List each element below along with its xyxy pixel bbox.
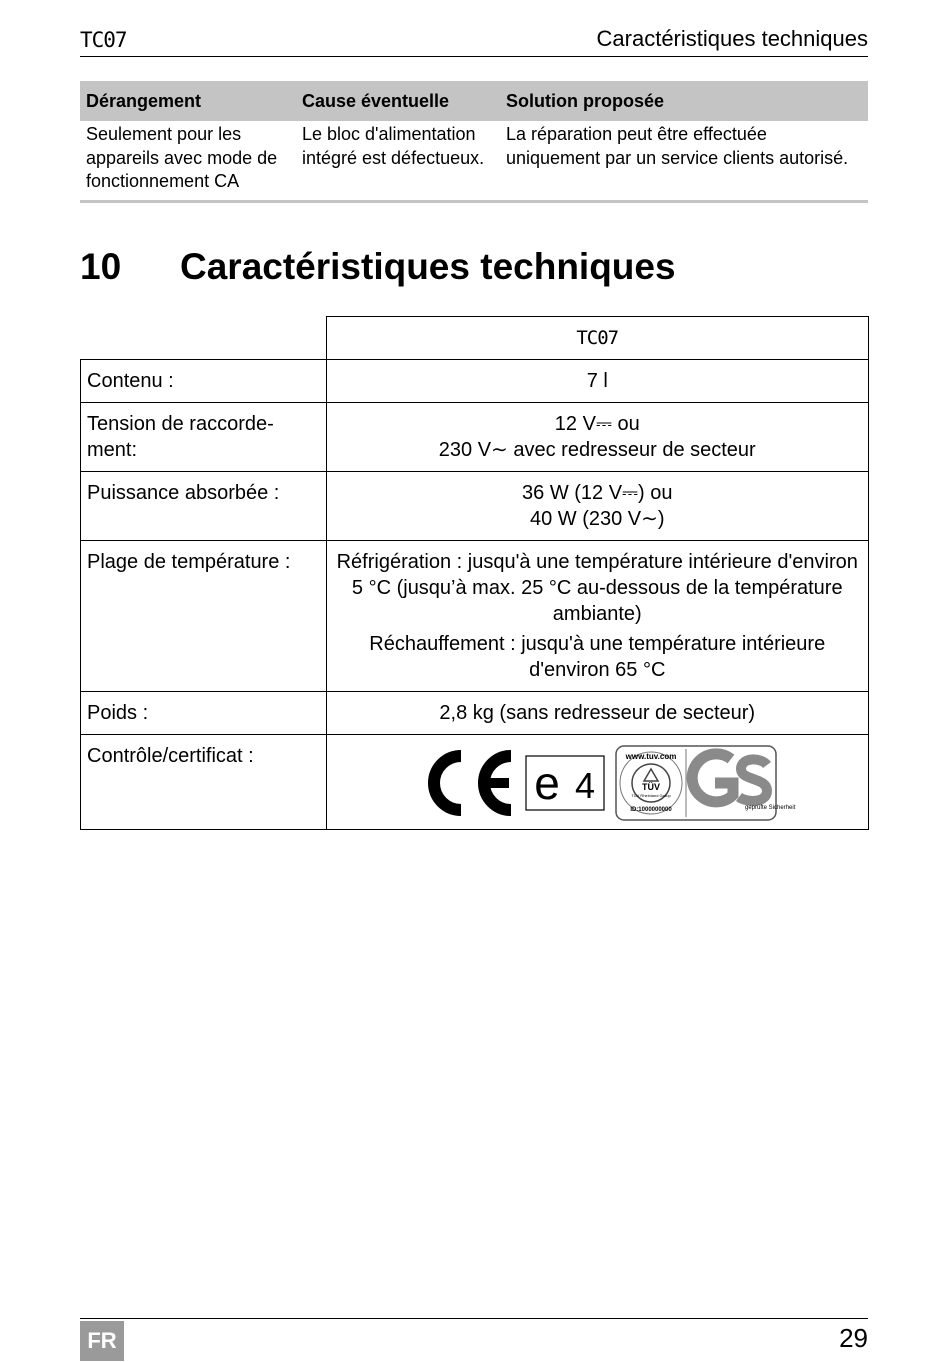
gs-text: geprüfte Sicherheit [745,805,796,811]
spec-value [326,541,869,692]
spec-row-voltage [81,403,869,472]
header-section-title: Caractéristiques techniques [596,26,868,51]
spec-value [326,360,869,403]
spec-row-content [81,360,869,403]
cause-cell: Le bloc d'alimentation intégré est défectueux. [296,121,500,201]
fault-cell: Seulement pour les appareils avec mode de fonctionnement CA [80,121,296,201]
language-badge: FR [80,1321,124,1361]
table-row [80,121,868,201]
column-header-fault: Dérangement [80,81,296,121]
tuv-group: TÜV Rheinland Group [631,793,671,798]
tuv-gs-mark-icon [615,745,796,821]
page-footer [80,1318,868,1353]
troubleshooting-table [80,81,868,203]
chapter-number: 10 [80,246,122,287]
spec-value-line: 2,8 kg (sans redresseur de secteur) [439,702,756,724]
spec-label: Poids : [81,692,327,735]
chapter-title: Caractéristiques techniques [180,246,676,287]
spec-value-line: 36 W (12 V⎓) ou [522,482,673,504]
spec-value [326,403,869,472]
spec-paragraph-heating: Réchauffement : jusqu'à une température intérieure d'environ 65 °C [369,633,826,681]
e-mark-number: 4 [575,765,596,806]
specs-table [80,316,869,830]
spec-value-line: 7 l [586,370,608,392]
specs-header-row [81,317,869,360]
spec-row-weight [81,692,869,735]
chapter-heading [80,246,676,288]
tuv-id: ID:1000000000 [630,807,672,813]
table-header-row [80,81,868,121]
spec-value-line: 40 W (230 V∼) [529,508,665,530]
spec-label: Tension de raccorde-ment: [81,403,327,472]
column-header-cause: Cause éventuelle [296,81,500,121]
spec-value [326,735,869,830]
spec-row-power [81,472,869,541]
spec-paragraph-cooling: Réfrigération : jusqu'à une température intérieure d'environ 5 °C (jusqu’à max. 25 °C au-dessous de la température ambiante) [336,551,858,625]
page-number: 29 [839,1323,868,1353]
spec-row-temperature [81,541,869,692]
spec-value [326,472,869,541]
spec-label: Plage de température : [81,541,327,692]
solution-cell: La réparation peut être effectuée uniquement par un service clients autorisé. [500,121,868,201]
spec-value [326,692,869,735]
tuv-name: TÜV [642,782,661,792]
page-header [80,26,868,57]
spec-row-certificates [81,735,869,830]
spec-label: Puissance absorbée : [81,472,327,541]
ce-mark-icon [417,748,515,818]
specs-model: TC07 [326,317,869,360]
spec-value-line: 12 V⎓ ou [554,413,640,435]
header-model: TC07 [80,28,127,52]
spec-label: Contrôle/certificat : [81,735,327,830]
e4-approval-mark-icon [525,755,605,811]
e-mark-letter: e [534,757,561,809]
blank-cell [81,317,327,360]
certificate-logos [333,743,863,821]
spec-label: Contenu : [81,360,327,403]
column-header-solution: Solution proposée [500,81,868,121]
tuv-url: www.tuv.com [625,752,677,761]
spec-value-line: 230 V∼ avec redresseur de secteur [438,439,756,461]
